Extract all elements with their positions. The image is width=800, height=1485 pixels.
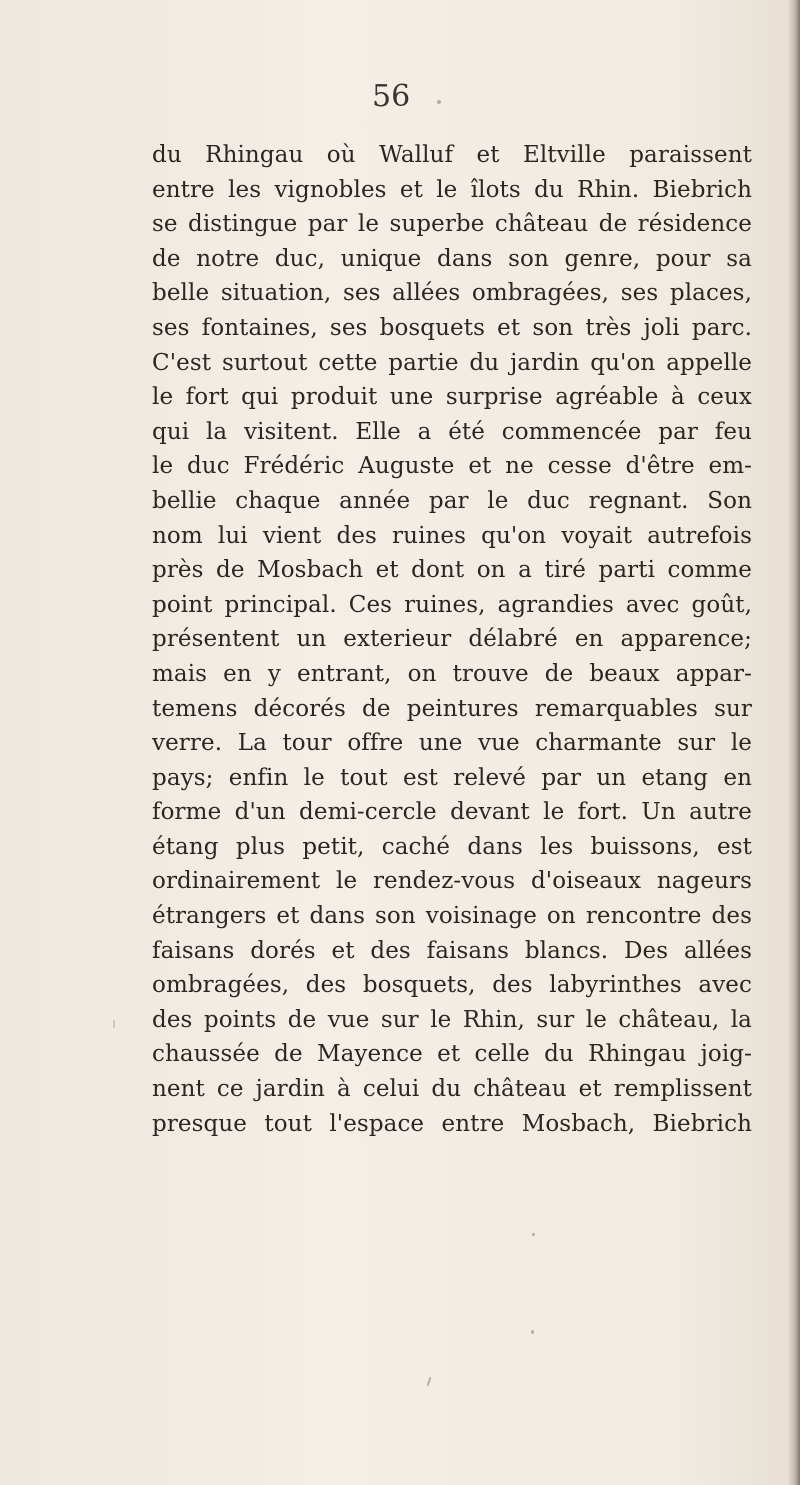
text-line: C'est surtout cette partie du jardin qu'on appelle [152,349,752,376]
text-line: entre les vignobles et le îlots du Rhin. Biebrich [152,176,752,203]
text-line: le fort qui produit une surprise agréable à ceux [152,384,752,411]
text-line: des points de vue sur le Rhin, sur le château, la [152,1006,752,1033]
paper-speck [113,1020,115,1028]
paper-speck [437,100,441,104]
text-line: faisans dorés et des faisans blancs. Des allées [152,937,752,964]
text-line: de notre duc, unique dans son genre, pour sa [152,245,752,272]
text-line: nent ce jardin à celui du château et remplissent [152,1076,752,1103]
text-line: temens décorés de peintures remarquables sur [152,695,752,722]
text-line: presque tout l'espace entre Mosbach, Biebrich [152,1110,752,1137]
text-line: ordinairement le rendez-vous d'oiseaux nageurs [152,868,752,895]
text-line: qui la visitent. Elle a été commencée par feu [152,418,752,445]
text-line: mais en y entrant, on trouve de beaux appar- [152,660,752,687]
text-line: ombragées, des bosquets, des labyrinthes avec [152,972,752,999]
text-line: pays; enfin le tout est relevé par un etang en [152,764,752,791]
text-line: étrangers et dans son voisinage on rencontre des [152,903,752,930]
paper-speck [531,1330,534,1334]
paper-speck [532,1233,535,1236]
text-line: belle situation, ses allées ombragées, ses places, [152,280,752,307]
text-line: point principal. Ces ruines, agrandies avec goût, [152,591,752,618]
text-line: forme d'un demi-cercle devant le fort. Un autre [152,799,752,826]
text-line: du Rhingau où Walluf et Eltville paraissent [152,142,752,168]
text-line: chaussée de Mayence et celle du Rhingau joig- [152,1041,752,1068]
text-line: étang plus petit, caché dans les buissons, est [152,833,752,860]
text-line: bellie chaque année par le duc regnant. Son [152,487,752,514]
page-binding-edge [788,0,800,1485]
text-line: se distingue par le superbe château de résidence [152,211,752,238]
text-line: le duc Frédéric Auguste et ne cesse d'être em- [152,453,752,480]
body-text [152,138,752,1141]
page-number: 56 [372,79,411,114]
text-line: nom lui vient des ruines qu'on voyait autrefois [152,522,752,549]
text-line: ses fontaines, ses bosquets et son très joli parc. [152,314,752,341]
text-line: présentent un exterieur délabré en apparence; [152,626,752,653]
text-line: près de Mosbach et dont on a tiré parti comme [152,557,752,584]
paper-speck [427,1377,432,1386]
text-line: verre. La tour offre une vue charmante sur le [152,730,752,757]
